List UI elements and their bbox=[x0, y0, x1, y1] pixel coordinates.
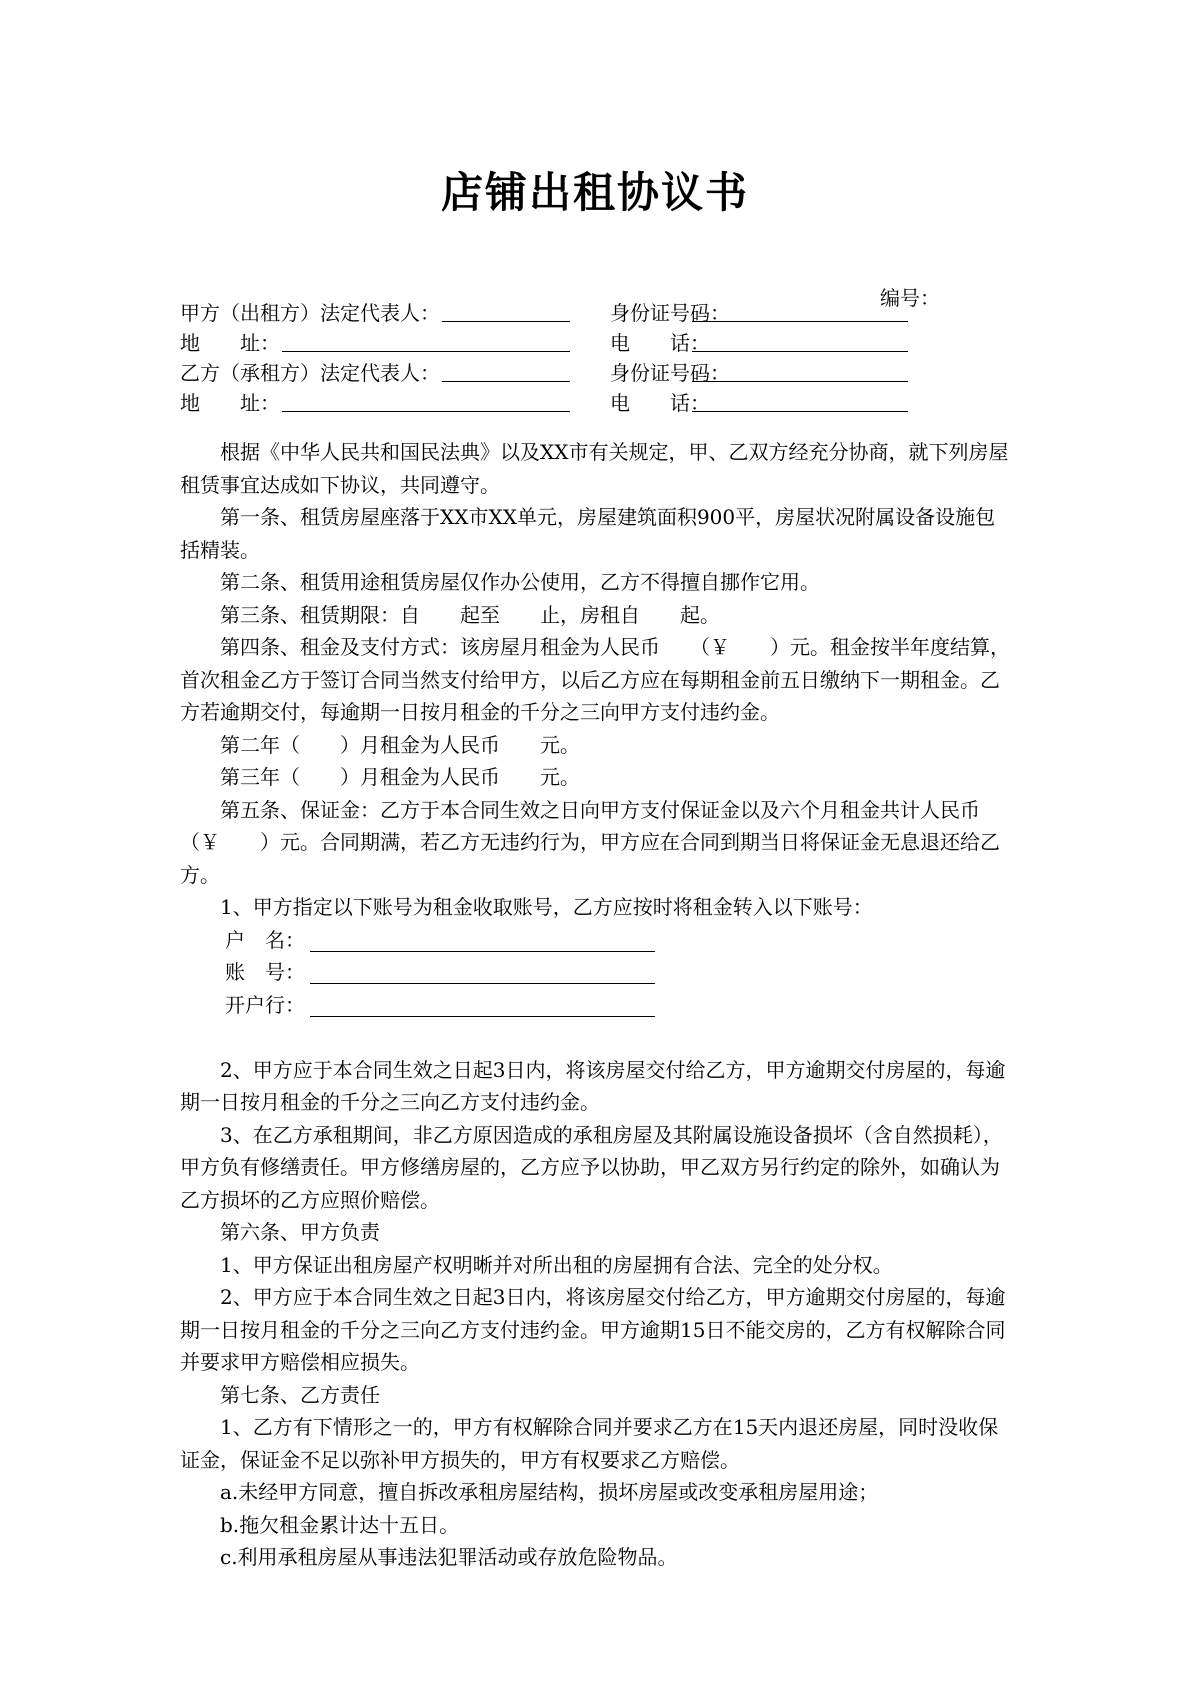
third-year-rent: 第三年（ ）月租金为人民币 元。 bbox=[220, 765, 580, 789]
party-a-id-label: 身份证号码： bbox=[610, 301, 730, 325]
party-a-rep-blank[interactable] bbox=[442, 321, 570, 322]
account-name-row bbox=[180, 924, 1010, 957]
account-instruction: 1、甲方指定以下账号为租金收取账号，乙方应按时将租金转入以下账号： bbox=[220, 895, 873, 919]
clause-7-1: 1、乙方有下情形之一的，甲方有权解除合同并要求乙方在15天内退还房屋，同时没收保证金，保证金不足以弥补甲方损失的，甲方有权要求乙方赔偿。 bbox=[180, 1415, 999, 1472]
party-b-phone-label: 电 话： bbox=[610, 391, 710, 415]
article-4: 第四条、租金及支付方式：该房屋月租金为人民币 （￥ ）元。租金按半年度结算，首次租金乙方于签订合同当然支付给甲方，以后乙方应在每期租金前五日缴纳下一期租金。乙方若逾期交付，每逾期一日按月租金的千分之三向甲方支付违约金。 bbox=[180, 635, 1010, 724]
clause-5-2: 2、甲方应于本合同生效之日起3日内，将该房屋交付给乙方，甲方逾期交付房屋的，每逾期一日按月租金的千分之三向乙方支付违约金。 bbox=[180, 1057, 1006, 1114]
account-number-row bbox=[180, 956, 1010, 989]
bank-row bbox=[180, 989, 1010, 1022]
party-a-rep-row bbox=[180, 297, 1020, 327]
preamble-paragraph: 根据《中华人民共和国民法典》以及XX市有关规定，甲、乙双方经充分协商，就下列房屋租赁事宜达成如下协议，共同遵守。 bbox=[180, 440, 1009, 497]
second-year-rent: 第二年（ ）月租金为人民币 元。 bbox=[220, 732, 580, 757]
party-a-id-blank[interactable] bbox=[692, 321, 908, 322]
account-name-blank[interactable] bbox=[310, 951, 655, 952]
party-b-address-row bbox=[180, 387, 1020, 417]
article-3: 第三条、租赁期限：自 起至 止，房租自 起。 bbox=[220, 602, 720, 627]
party-b-address-label: 地 址： bbox=[180, 391, 280, 415]
clause-7-1-b: b.拖欠租金累计达十五日。 bbox=[220, 1512, 460, 1537]
bank-blank[interactable] bbox=[310, 1016, 655, 1017]
party-b-address-blank[interactable] bbox=[282, 411, 570, 412]
account-name-label: 户 名： bbox=[225, 927, 305, 952]
party-a-address-label: 地 址： bbox=[180, 331, 280, 355]
article-2: 第二条、租赁用途租赁房屋仅作办公使用，乙方不得擅自挪作它用。 bbox=[220, 570, 820, 594]
bank-label: 开户行： bbox=[225, 992, 305, 1017]
party-a-phone-blank[interactable] bbox=[692, 351, 908, 352]
article-5: 第五条、保证金：乙方于本合同生效之日向甲方支付保证金以及六个月租金共计人民币 （￥ ）元。合同期满，若乙方无违约行为，甲方应在合同到期当日将保证金无息退还给乙方。 bbox=[180, 797, 1040, 887]
article-7-heading: 第七条、乙方责任 bbox=[220, 1382, 380, 1407]
party-a-phone-label: 电 话： bbox=[610, 331, 710, 355]
party-b-rep-blank[interactable] bbox=[442, 381, 570, 382]
article-1: 第一条、租赁房屋座落于XX市XX单元，房屋建筑面积900平，房屋状况附属设备设施包括精装。 bbox=[180, 505, 996, 562]
clause-7-1-a: a.未经甲方同意，擅自拆改承租房屋结构，损坏房屋或改变承租房屋用途； bbox=[220, 1480, 879, 1504]
clause-5-3: 3、在乙方承租期间，非乙方原因造成的承租房屋及其附属设施设备损坏（含自然损耗），甲方负有修缮责任。甲方修缮房屋的，乙方应予以协助，甲乙双方另行约定的除外，如确认为乙方损坏的乙方应照价赔偿。 bbox=[180, 1122, 1003, 1212]
party-b-id-label: 身份证号码： bbox=[610, 361, 730, 385]
party-b-phone-blank[interactable] bbox=[692, 411, 908, 412]
clause-6-1: 1、甲方保证出租房屋产权明晰并对所出租的房屋拥有合法、完全的处分权。 bbox=[220, 1252, 893, 1277]
party-b-id-blank[interactable] bbox=[692, 381, 908, 382]
spacer bbox=[180, 1021, 1010, 1054]
account-number-label: 账 号： bbox=[225, 960, 305, 984]
account-number-blank[interactable] bbox=[310, 983, 655, 984]
document-title: 店铺出租协议书 bbox=[440, 168, 749, 217]
contract-body bbox=[180, 436, 1040, 1574]
party-b-rep-label: 乙方（承租方）法定代表人： bbox=[180, 361, 440, 385]
clause-6-2: 2、甲方应于本合同生效之日起3日内，将该房屋交付给乙方，甲方逾期交付房屋的，每逾期一日按月租金的千分之三向乙方支付违约金。甲方逾期15日不能交房的，乙方有权解除合同并要求甲方赔偿相应损失。 bbox=[180, 1285, 1006, 1374]
party-a-rep-label: 甲方（出租方）法定代表人： bbox=[180, 301, 440, 325]
party-a-address-blank[interactable] bbox=[282, 351, 570, 352]
party-a-address-row bbox=[180, 327, 1020, 357]
doc-number-label: 编号： bbox=[880, 286, 940, 310]
party-b-rep-row bbox=[180, 357, 1020, 387]
clause-7-1-c: c.利用承租房屋从事违法犯罪活动或存放危险物品。 bbox=[220, 1545, 678, 1569]
article-6-heading: 第六条、甲方负责 bbox=[220, 1220, 380, 1244]
